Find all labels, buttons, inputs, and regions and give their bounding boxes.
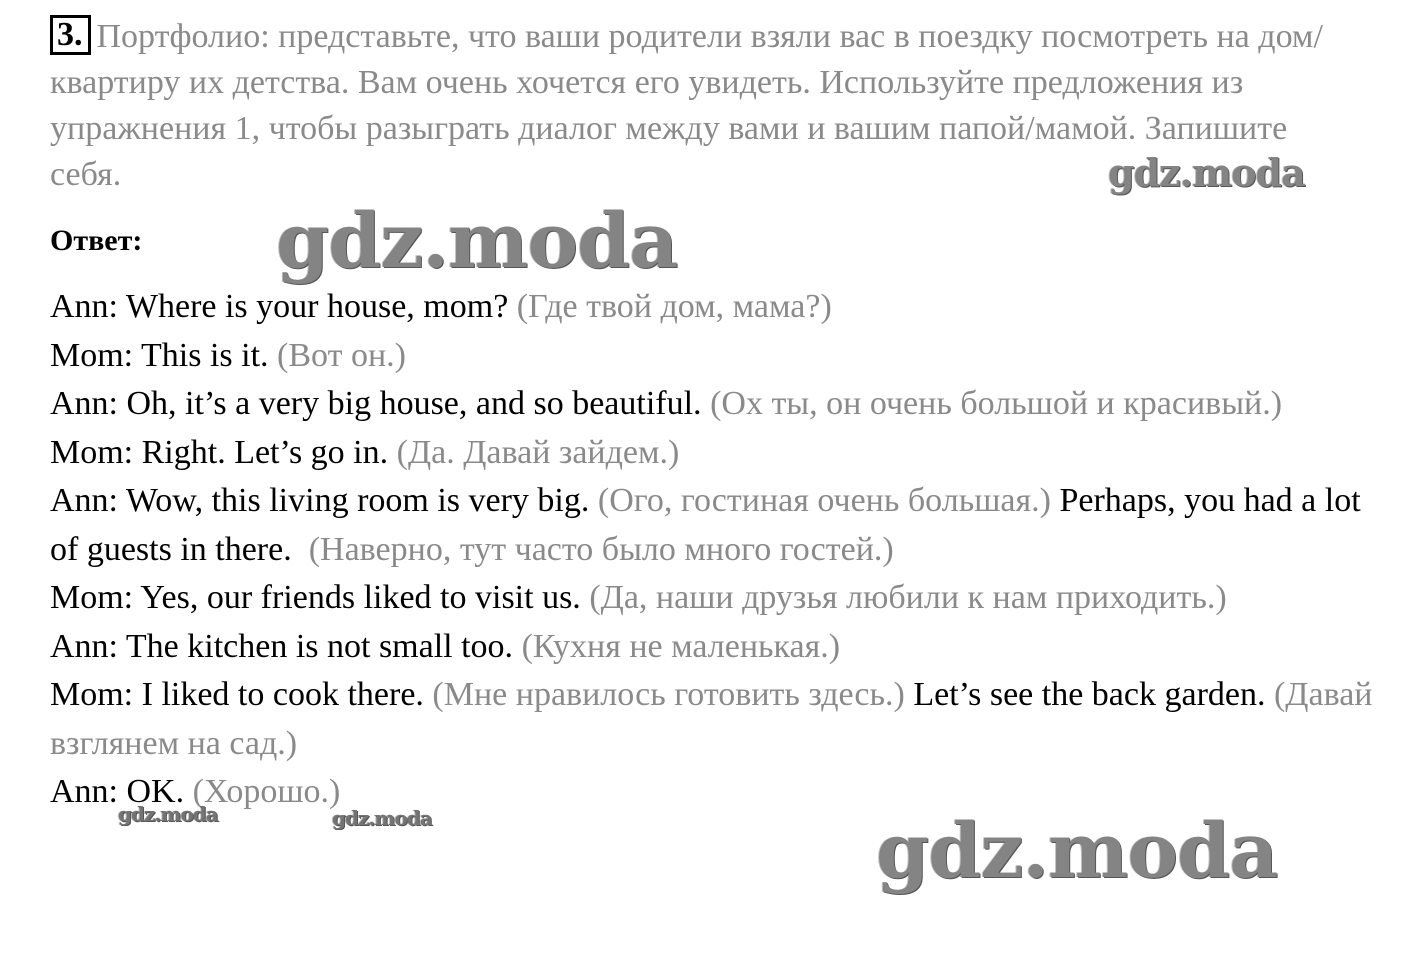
- dialog-line-ru: (Да, наши друзья любили к нам приходить.): [589, 579, 1227, 616]
- watermark-bottom-right: gdz.moda: [876, 806, 1278, 895]
- dialog-line-en-continued: Perhaps, you had a lot of guests in there.: [50, 482, 1361, 568]
- watermark-small-mid: gdz.moda: [332, 806, 432, 830]
- task-number: 3.: [50, 15, 91, 55]
- dialog-line-en-continued: Let’s see the back garden.: [913, 676, 1266, 713]
- watermark-top-right: gdz.moda: [1108, 150, 1305, 195]
- dialog-line-ru: (Вот он.): [277, 336, 406, 374]
- dialog-line-ru: (Ого, гостиная очень большая.): [597, 482, 1051, 519]
- dialog-line: [50, 332, 1380, 381]
- watermark-small-left: gdz.moda: [118, 802, 218, 826]
- dialog: [50, 283, 1380, 817]
- dialog-line-en: Ann: Where is your house, mom?: [50, 288, 509, 325]
- dialog-line-en: Ann: OK.: [50, 773, 185, 810]
- dialog-line: [50, 477, 1380, 574]
- dialog-line: [50, 380, 1380, 429]
- dialog-line-ru: (Да. Давай зайдем.): [396, 433, 680, 471]
- dialog-line: [50, 623, 1380, 672]
- dialog-line-ru: (Ох ты, он очень большой и красивый.): [710, 385, 1283, 422]
- answer-label: Ответ:: [50, 224, 143, 257]
- dialog-line-en: Mom: This is it.: [50, 336, 269, 374]
- dialog-line-en: Mom: Right. Let’s go in.: [50, 433, 389, 471]
- dialog-line-ru: (Хорошо.): [192, 773, 341, 810]
- dialog-line-ru: (Кухня не маленькая.): [521, 627, 841, 665]
- dialog-line-en: Mom: Yes, our friends liked to visit us.: [50, 579, 581, 616]
- task-text: Портфолио: представьте, что ваши родители взяли вас в поездку посмотреть на дом/квартиру их детства. Вам очень хочется его увидеть. Используйте предложения из упражнения 1, чтобы разыграть диалог между вами и вашим папой/мамой. Запишите себя.: [50, 18, 1323, 193]
- dialog-line: [50, 671, 1380, 768]
- dialog-line: [50, 283, 1380, 332]
- dialog-line-en: Mom: I liked to cook there.: [50, 676, 424, 713]
- dialog-line-ru-continued: (Давай взглянем на сад.): [50, 676, 1373, 762]
- dialog-line: [50, 429, 1380, 478]
- dialog-line-en: Ann: Oh, it’s a very big house, and so beautiful.: [50, 385, 702, 422]
- dialog-line: [50, 574, 1380, 623]
- dialog-line-en: Ann: Wow, this living room is very big.: [50, 482, 590, 519]
- dialog-line-en: Ann: The kitchen is not small too.: [50, 627, 514, 665]
- dialog-line-ru: (Мне нравилось готовить здесь.): [432, 676, 905, 713]
- dialog-line-ru-continued: (Наверно, тут часто было много гостей.): [308, 530, 894, 568]
- dialog-line-ru: (Где твой дом, мама?): [516, 288, 832, 325]
- watermark-center-top: gdz.moda: [276, 196, 678, 285]
